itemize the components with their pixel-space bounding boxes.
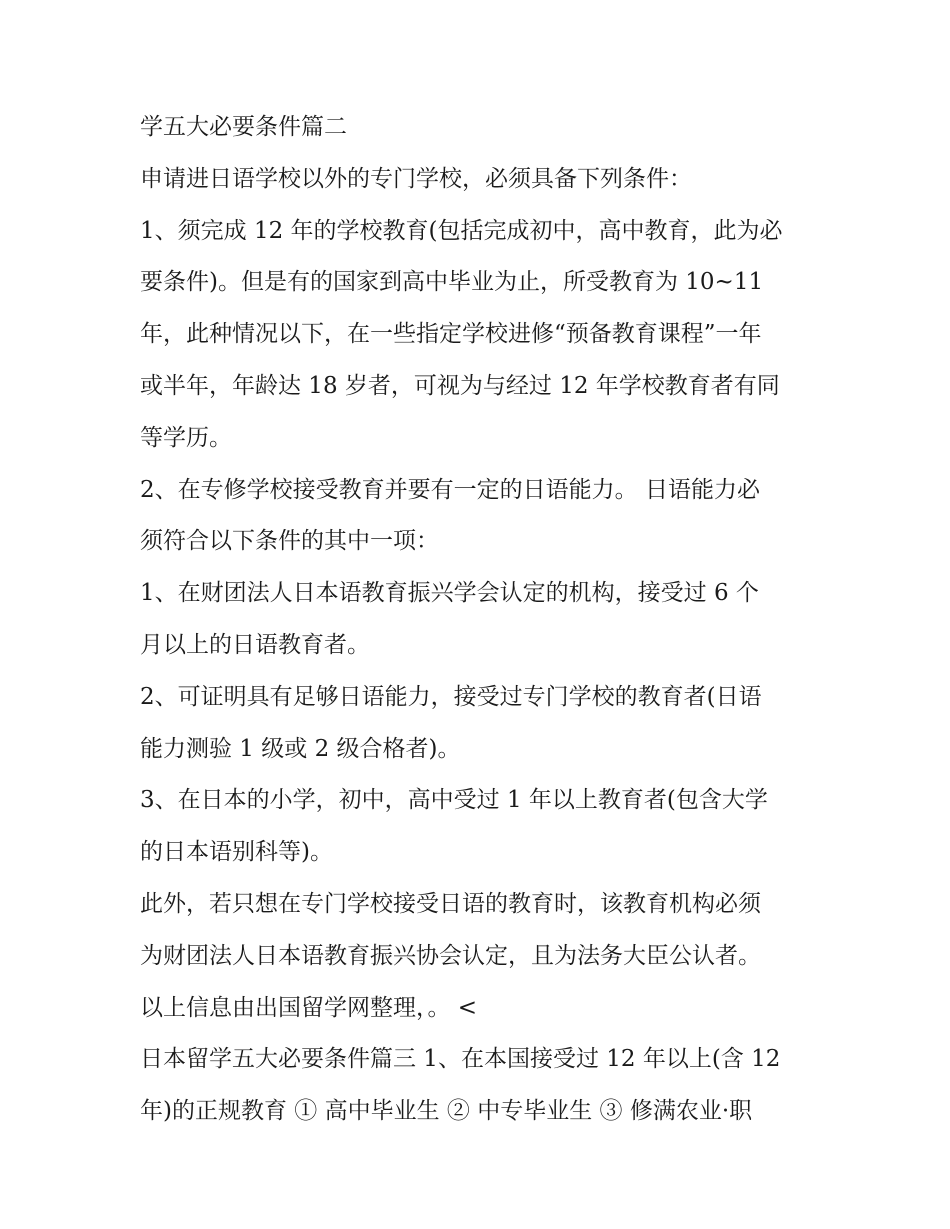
list-item-line: 2、可证明具有足够日语能力，接受过专门学校的教育者(日语	[140, 683, 762, 710]
list-item-line: 能力测验 1 级或 2 级合格者)。	[140, 735, 461, 762]
paragraph-line: 申请进日语学校以外的专门学校，必须具备下列条件：	[140, 165, 692, 192]
paragraph-line: 此外，若只想在专门学校接受日语的教育时，该教育机构必须	[140, 890, 761, 917]
paragraph-line: 日本留学五大必要条件篇三 1、在本国接受过 12 年以上(含 12	[140, 1046, 781, 1073]
paragraph-line: 须符合以下条件的其中一项：	[140, 528, 439, 555]
paragraph-line: 以上信息由出国留学网整理，。 <	[140, 994, 478, 1021]
paragraph-line: 2、在专修学校接受教育并要有一定的日语能力。 日语能力必	[140, 476, 760, 503]
paragraph-line: 等学历。	[140, 424, 232, 451]
list-item-line: 月以上的日语教育者。	[140, 631, 370, 658]
paragraph-line: 年，此种情况以下，在一些指定学校进修“预备教育课程”一年	[140, 321, 762, 348]
paragraph-line: 年)的正规教育 ① 高中毕业生 ② 中专毕业生 ③ 修满农业·职	[140, 1098, 753, 1125]
paragraph-line: 1、须完成 12 年的学校教育(包括完成初中，高中教育，此为必	[140, 217, 783, 244]
paragraph-line: 为财团法人日本语教育振兴协会认定，且为法务大臣公认者。	[140, 942, 761, 969]
section-heading: 学五大必要条件篇二	[140, 114, 347, 140]
list-item-line: 1、在财团法人日本语教育振兴学会认定的机构，接受过 6 个	[140, 580, 759, 607]
list-item-line: 的日本语别科等)。	[140, 839, 333, 866]
paragraph-line: 或半年，年龄达 18 岁者，可视为与经过 12 年学校教育者有同	[140, 372, 780, 399]
paragraph-line: 要条件)。但是有的国家到高中毕业为止，所受教育为 10~11	[140, 269, 764, 296]
document-body	[140, 102, 820, 1138]
list-item-line: 3、在日本的小学，初中，高中受过 1 年以上教育者(包含大学	[140, 787, 768, 814]
